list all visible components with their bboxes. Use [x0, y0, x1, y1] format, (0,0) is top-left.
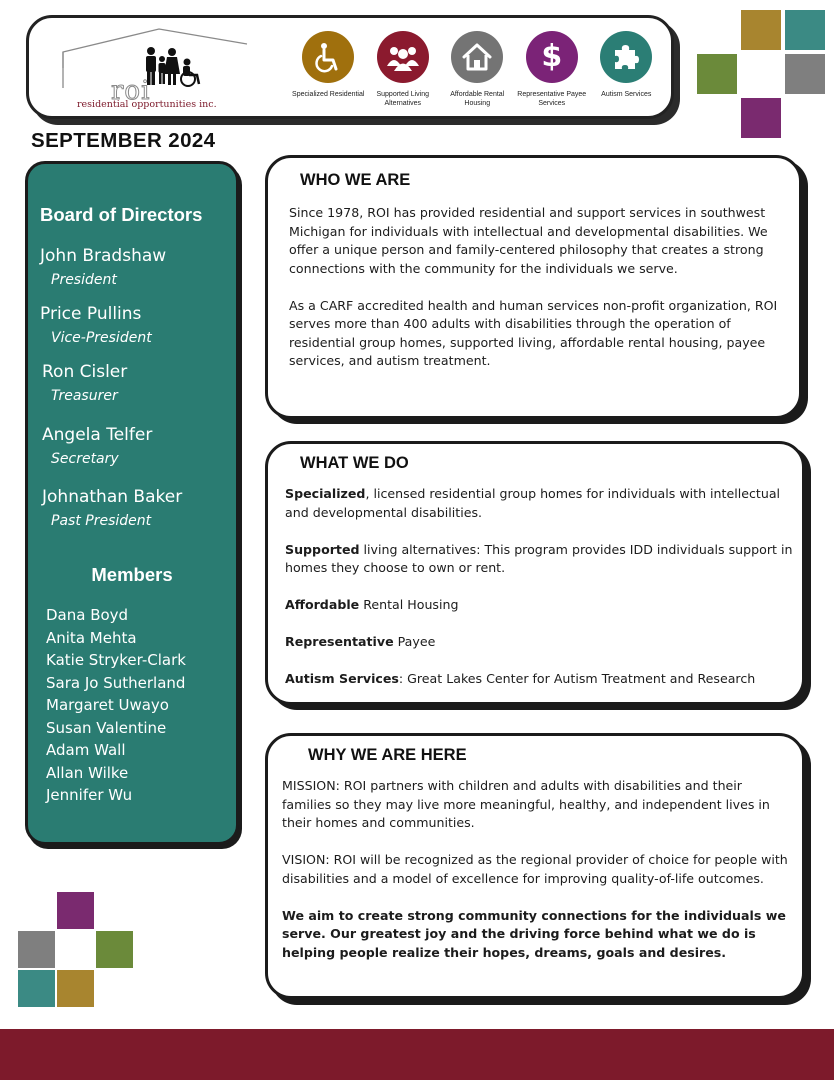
vision-statement: VISION: ROI will be recognized as the regional provider of choice for people with disabilities and a model of excellence for improving quality-of-life outcomes.: [282, 852, 788, 886]
officer-role: Secretary: [51, 451, 119, 467]
issue-date: SEPTEMBER 2024: [31, 129, 216, 152]
officer-role: Vice-President: [51, 330, 152, 346]
why-we-are-here-body: [282, 777, 794, 962]
officer-role: Treasurer: [51, 388, 118, 404]
service-label: Autism Services: [601, 91, 652, 98]
what-we-do-title: WHAT WE DO: [300, 454, 409, 472]
who-we-are-title: WHO WE ARE: [300, 171, 411, 189]
service-description: Supported living alternatives: This program provides IDD individuals support in homes they choose to own or rent.: [285, 541, 793, 575]
roi-logo: [61, 26, 231, 106]
mission-statement: MISSION: ROI partners with children and adults with disabilities and their families so they may live more meaningful, healthy, and independent lives in their homes and communities.: [282, 778, 770, 830]
service-label: Representative Payee Services: [517, 91, 587, 107]
member-name: Katie Stryker-Clark: [46, 651, 186, 669]
service-label: Specialized Residential: [292, 91, 365, 98]
officer-name: Johnathan Baker: [42, 487, 183, 507]
service-label: Affordable Rental Housing: [450, 91, 505, 107]
header-banner: [26, 15, 674, 119]
decor-square: [57, 970, 94, 1007]
people-icon: [377, 31, 429, 83]
officer-role: President: [51, 272, 117, 288]
member-name: Jennifer Wu: [46, 786, 133, 804]
who-we-are-card: [265, 155, 802, 419]
dollar-icon: $: [526, 31, 578, 83]
decor-square: [96, 931, 133, 968]
service-description: Representative Payee: [285, 634, 436, 649]
why-we-are-here-title: WHY WE ARE HERE: [308, 746, 467, 764]
officer-name: John Bradshaw: [40, 246, 167, 266]
what-we-do-card: [265, 441, 805, 705]
decor-square: [785, 10, 825, 50]
service-representative-payee: [515, 31, 590, 108]
service-autism: [589, 31, 664, 108]
member-name: Susan Valentine: [46, 719, 167, 737]
board-of-directors-panel: [25, 161, 239, 845]
member-name: Anita Mehta: [46, 629, 137, 647]
decor-square: [741, 98, 781, 138]
decor-square: [18, 970, 55, 1007]
logo-house-people-icon: [61, 26, 251, 106]
why-we-are-here-card: [265, 733, 805, 999]
member-name: Allan Wilke: [46, 764, 129, 782]
wheelchair-icon: [302, 31, 354, 83]
decor-square: [741, 10, 781, 50]
officer-name: Angela Telfer: [42, 425, 153, 445]
member-name: Dana Boyd: [46, 606, 129, 624]
who-paragraph: Since 1978, ROI has provided residential and support services in southwest Michigan for individuals with intellectual and developmental disabilities. We offer a unique person and family-centered philosophy that creates a strong connections with the community for the individuals we serve.: [289, 205, 768, 276]
officer-name: Ron Cisler: [42, 362, 128, 382]
puzzle-icon: [600, 31, 652, 83]
decor-square: [697, 54, 737, 94]
decor-square: [785, 54, 825, 94]
house-icon: [451, 31, 503, 83]
service-specialized-residential: [291, 31, 366, 108]
who-we-are-body: [289, 204, 795, 371]
who-paragraph: As a CARF accredited health and human services non-profit organization, ROI serves more than 400 adults with disabilities through the operation of residential group homes, supported living, affordable rental housing, payee services, and autism treatment.: [289, 297, 778, 368]
service-label: Supported Living Alternatives: [376, 91, 430, 107]
member-name: Sara Jo Sutherland: [46, 674, 186, 692]
officer-role: Past President: [51, 513, 152, 529]
service-icons-row: [291, 31, 664, 108]
what-we-do-body: [285, 485, 800, 689]
decor-square: [18, 931, 55, 968]
service-affordable-rental: [440, 31, 515, 108]
member-name: Margaret Uwayo: [46, 696, 169, 714]
service-description: Autism Services: Great Lakes Center for Autism Treatment and Research: [285, 671, 756, 686]
logo-wordmark: roi: [111, 76, 151, 106]
members-title: Members: [91, 564, 173, 585]
footer-bar: [0, 1029, 834, 1080]
closing-statement: We aim to create strong community connections for the individuals we serve. Our greatest joy and the driving force behind what we do is helping people realize their hopes, dreams, goals and desires.: [282, 907, 786, 960]
service-description: Affordable Rental Housing: [285, 597, 459, 612]
service-supported-living: [366, 31, 441, 108]
logo-company-name: residential opportunities inc.: [77, 99, 217, 110]
decor-square: [57, 892, 94, 929]
service-description: Specialized, licensed residential group homes for individuals with intellectual and developmental disabilities.: [285, 486, 781, 520]
officer-name: Price Pullins: [40, 304, 142, 324]
member-name: Adam Wall: [46, 741, 126, 759]
board-title: Board of Directors: [40, 204, 203, 225]
